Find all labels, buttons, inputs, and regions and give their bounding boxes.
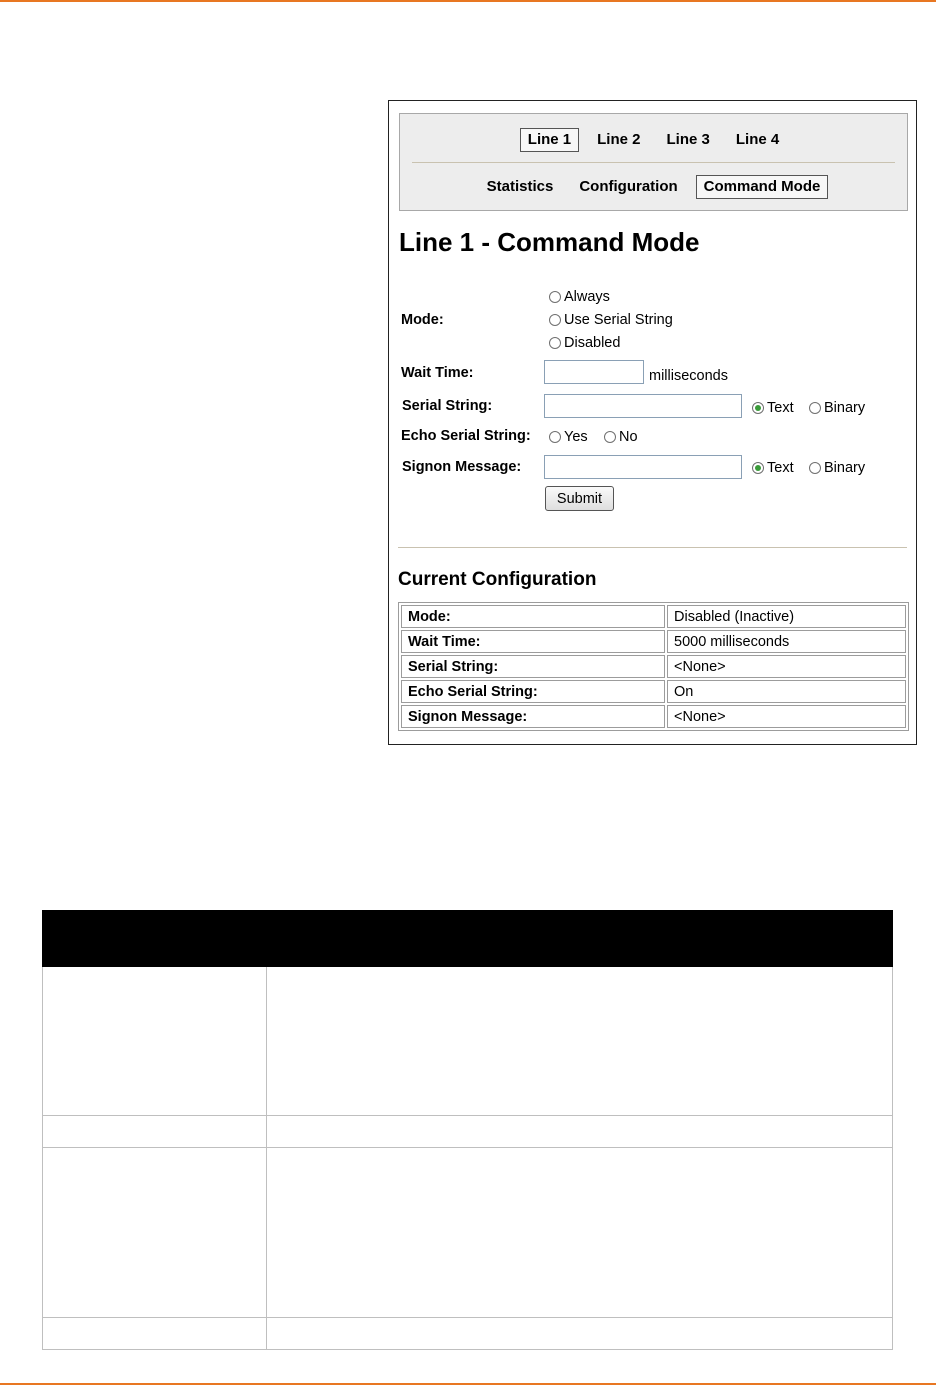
config-row-signon-message	[401, 705, 906, 728]
section-tabs	[400, 175, 907, 199]
signon-binary-radio[interactable]	[809, 462, 821, 474]
table-cell	[267, 967, 893, 1116]
page-title: Line 1 - Command Mode	[399, 227, 700, 257]
wait-time-input[interactable]	[544, 360, 644, 384]
header-rule	[0, 0, 936, 2]
config-row-serial-string	[401, 655, 906, 678]
tab-line-2[interactable]: Line 2	[597, 131, 641, 148]
tab-line-1[interactable]: Line 1	[520, 128, 579, 152]
mode-label: Mode:	[401, 312, 444, 328]
echo-no-option[interactable]	[604, 429, 638, 445]
table-row	[43, 1116, 893, 1148]
config-value: <None>	[667, 655, 906, 678]
config-row-mode	[401, 605, 906, 628]
config-value: 5000 milliseconds	[667, 630, 906, 653]
config-key: Signon Message:	[401, 705, 665, 728]
signon-text-option[interactable]	[752, 460, 794, 476]
serial-string-binary-radio[interactable]	[809, 402, 821, 414]
mode-always-text: Always	[564, 289, 610, 305]
table-cell	[43, 1148, 267, 1318]
tab-line-4[interactable]: Line 4	[735, 131, 780, 148]
serial-string-label: Serial String:	[402, 398, 493, 414]
echo-serial-string-label: Echo Serial String:	[401, 428, 531, 444]
web-manager-screenshot	[388, 100, 917, 745]
table-cell	[43, 1318, 267, 1350]
mode-use-serial-string-radio[interactable]	[549, 314, 561, 326]
echo-yes-option[interactable]	[549, 429, 588, 445]
mode-disabled-radio[interactable]	[549, 337, 561, 349]
signon-binary-option[interactable]	[809, 460, 865, 476]
table-header-row	[43, 911, 893, 967]
signon-text-label: Text	[767, 460, 794, 476]
serial-string-text-option[interactable]	[752, 400, 794, 416]
submit-button[interactable]: Submit	[545, 486, 614, 511]
line-tabs	[400, 128, 907, 152]
section-divider	[398, 547, 907, 548]
wait-time-label: Wait Time:	[401, 365, 474, 381]
wait-time-unit: milliseconds	[649, 368, 728, 384]
table-row	[43, 1148, 893, 1318]
mode-always-radio[interactable]	[549, 291, 561, 303]
config-key: Wait Time:	[401, 630, 665, 653]
echo-yes-radio[interactable]	[549, 431, 561, 443]
table-cell	[43, 1116, 267, 1148]
config-key: Echo Serial String:	[401, 680, 665, 703]
config-row-echo-serial-string	[401, 680, 906, 703]
settings-description-table	[42, 910, 893, 1350]
signon-message-input[interactable]	[544, 455, 742, 479]
serial-string-text-label: Text	[767, 400, 794, 416]
serial-string-input[interactable]	[544, 394, 742, 418]
config-value: <None>	[667, 705, 906, 728]
serial-string-binary-option[interactable]	[809, 400, 865, 416]
tab-line-3[interactable]: Line 3	[666, 131, 710, 148]
signon-message-label: Signon Message:	[402, 459, 522, 475]
mode-option-use-serial-string[interactable]	[549, 312, 673, 328]
footer-rule	[0, 1383, 936, 1385]
tab-command-mode[interactable]: Command Mode	[696, 175, 829, 199]
table-cell	[267, 1148, 893, 1318]
config-row-wait-time	[401, 630, 906, 653]
table-row	[43, 1318, 893, 1350]
table-header-cell	[267, 911, 893, 967]
echo-yes-label: Yes	[564, 429, 588, 445]
table-header-cell	[43, 911, 267, 967]
mode-use-serial-string-text: Use Serial String	[564, 312, 673, 328]
table-cell	[267, 1318, 893, 1350]
signon-text-radio[interactable]	[752, 462, 764, 474]
serial-string-text-radio[interactable]	[752, 402, 764, 414]
mode-disabled-text: Disabled	[564, 335, 621, 351]
echo-no-radio[interactable]	[604, 431, 616, 443]
mode-option-always[interactable]	[549, 289, 610, 305]
config-value: Disabled (Inactive)	[667, 605, 906, 628]
current-configuration-table	[398, 602, 909, 731]
echo-no-label: No	[619, 429, 638, 445]
table-cell	[43, 967, 267, 1116]
config-key: Mode:	[401, 605, 665, 628]
tab-configuration[interactable]: Configuration	[579, 178, 678, 195]
current-configuration-title: Current Configuration	[398, 569, 597, 590]
mode-option-disabled[interactable]	[549, 335, 620, 351]
serial-string-binary-label: Binary	[824, 400, 866, 416]
table-cell	[267, 1116, 893, 1148]
config-value: On	[667, 680, 906, 703]
tab-statistics[interactable]: Statistics	[486, 178, 554, 195]
navigation-panel	[399, 113, 908, 211]
signon-binary-label: Binary	[824, 460, 866, 476]
nav-divider	[412, 162, 895, 163]
table-row	[43, 967, 893, 1116]
config-key: Serial String:	[401, 655, 665, 678]
